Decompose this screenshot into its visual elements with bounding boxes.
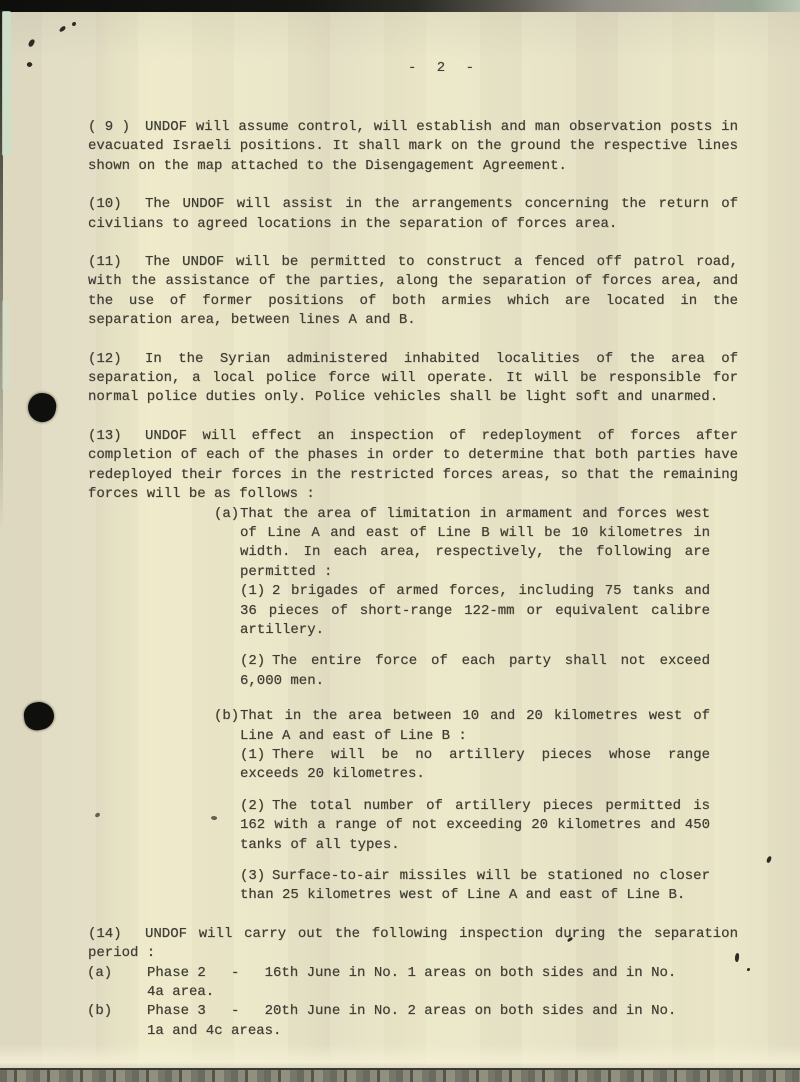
ink-speck xyxy=(26,61,33,68)
list-item-text: Phase 2 - 16th June in No. 1 areas on both sides and in No. 4a area. xyxy=(147,964,685,1001)
page-number: - 2 - xyxy=(408,60,476,76)
list-item-marker: (b) xyxy=(214,708,240,725)
paragraph-text: UNDOF will assume control, will establish and man observation posts in evacuated Israeli positions. It shall mark on the ground the respective lines shown on the map attached to the Disengagement Agreement. xyxy=(88,119,738,174)
list-item-text: Surface-to-air missiles will be stationed no closer than 25 kilometres west of Line A and east of Line B. xyxy=(240,868,710,904)
ink-speck xyxy=(58,25,66,32)
list-item-13b1 xyxy=(240,746,710,785)
paragraph-number: (13) xyxy=(88,427,122,444)
ink-speck xyxy=(747,968,750,971)
list-item-text: 2 brigades of armed forces, including 75 tanks and 36 pieces of short-range 122-mm or equivalent calibre artillery. xyxy=(240,583,710,638)
punch-hole xyxy=(25,390,58,424)
paragraph-text: The UNDOF will be permitted to construct a fenced off patrol road, with the assistance of the parties, along the separation of forces area, and the use of former positions of both armies which are located in the separation area, between lines A and B. xyxy=(88,254,738,329)
paragraph-number: ( 9 ) xyxy=(88,119,131,135)
list-item-marker: (3) xyxy=(240,868,266,884)
ink-speck xyxy=(766,856,772,864)
document-content xyxy=(88,118,738,1041)
paragraph-10 xyxy=(88,195,738,234)
list-item-13a1 xyxy=(240,582,710,640)
paragraph-text: In the Syrian administered inhabited localities of the area of separation, a local police force will operate. It will be responsible for normal police duties only. Police vehicles shall be light soft and unarmed. xyxy=(88,350,738,406)
scan-tint-strip xyxy=(2,300,10,390)
list-item-text: There will be no artillery pieces whose range exceeds 20 kilometres. xyxy=(240,746,710,783)
ink-speck xyxy=(72,22,76,26)
paragraph-14 xyxy=(88,925,738,964)
list-item-text: That in the area between 10 and 20 kilometres west of Line A and east of Line B : xyxy=(240,708,710,744)
list-item-marker: (1) xyxy=(240,746,266,763)
ink-speck xyxy=(28,38,36,47)
paragraph-number: (11) xyxy=(88,254,122,271)
paragraph-13 xyxy=(88,427,738,505)
scan-edge-top xyxy=(0,0,800,12)
scan-tint-strip xyxy=(2,11,11,156)
paragraph-9 xyxy=(88,118,738,176)
list-item-13a2 xyxy=(240,652,710,691)
paragraph-number: (10) xyxy=(88,196,122,213)
list-item-14a xyxy=(87,964,692,1003)
paragraph-text: UNDOF will effect an inspection of redeployment of forces after completion of each of the phases in order to determine that both parties have redeployed their forces in the restricted forces areas, so that the remaining forces will be as follows : xyxy=(88,427,738,503)
list-item-13b2 xyxy=(240,797,710,855)
list-item-marker: (b) xyxy=(87,1003,113,1020)
list-item-13a xyxy=(214,505,710,583)
list-item-marker: (2) xyxy=(240,653,266,670)
scan-edge-bottom-highlight xyxy=(0,1044,800,1070)
list-item-14b xyxy=(87,1002,692,1041)
scan-edge-bottom xyxy=(0,1068,800,1082)
list-item-text: The entire force of each party shall not exceed 6,000 men. xyxy=(240,653,710,689)
list-item-text: That the area of limitation in armament and forces west of Line A and east of Line B will be 10 kilometres in width. In each area, respectively, the following are permitted : xyxy=(240,505,710,580)
list-item-marker: (1) xyxy=(240,583,266,600)
paragraph-text: UNDOF will carry out the following inspection during the separation period : xyxy=(88,925,738,962)
paragraph-number: (14) xyxy=(88,925,122,942)
list-item-text: The total number of artillery pieces permitted is 162 with a range of not exceeding 20 kilometres and 450 tanks of all types. xyxy=(240,797,710,853)
paragraph-11 xyxy=(88,253,738,331)
list-item-text: Phase 3 - 20th June in No. 2 areas on both sides and in No. 1a and 4c areas. xyxy=(147,1003,685,1039)
punch-hole xyxy=(22,700,56,732)
list-item-13b3 xyxy=(240,867,710,906)
list-item-marker: (a) xyxy=(87,964,113,981)
paragraph-12 xyxy=(88,350,738,408)
list-item-marker: (2) xyxy=(240,797,266,814)
paragraph-number: (12) xyxy=(88,350,122,367)
list-item-13b xyxy=(214,707,710,746)
list-item-marker: (a) xyxy=(214,505,240,522)
paragraph-text: The UNDOF will assist in the arrangements concerning the return of civilians to agreed locations in the separation of forces area. xyxy=(88,196,738,232)
